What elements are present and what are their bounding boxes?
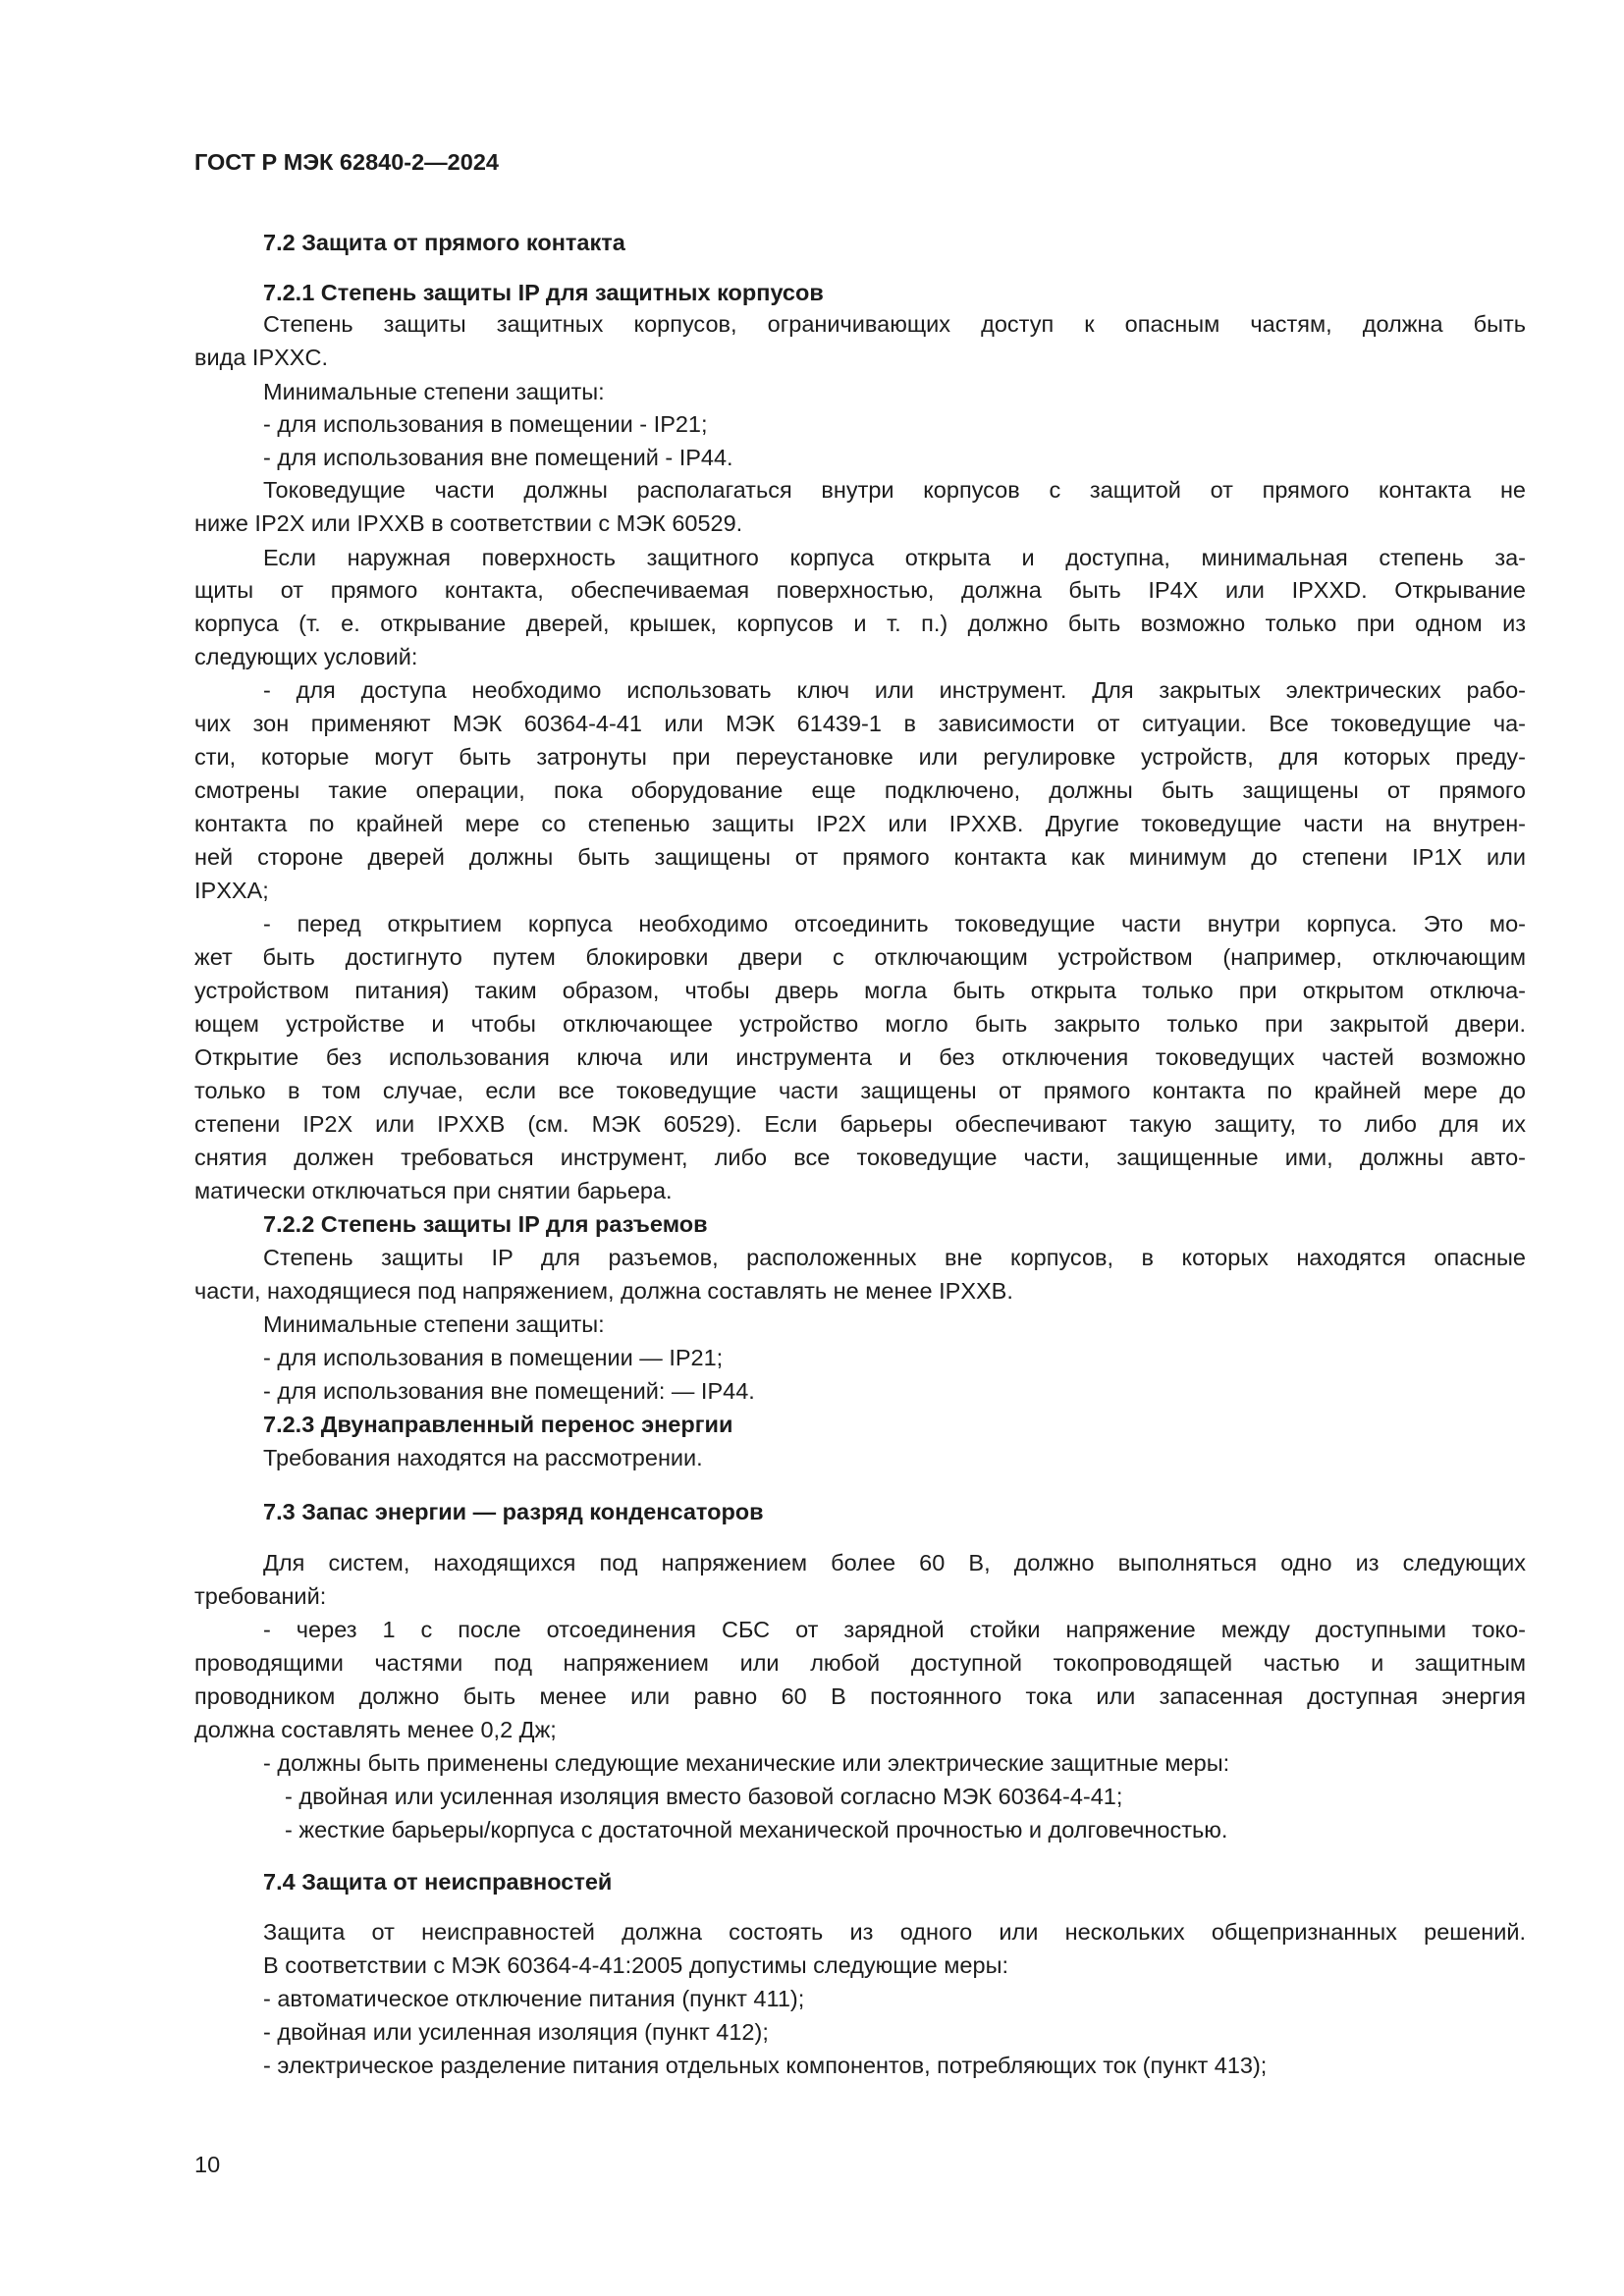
document-header: ГОСТ Р МЭК 62840-2—2024 [194,149,499,175]
section-heading: 7.4 Защита от неисправностей [263,1869,613,1895]
text-line: В соответствии с МЭК 60364-4-41:2005 допустимы следующие меры: [263,1952,1008,1978]
text-line: проводником должно быть менее или равно 60 В постоянного тока или запасенная доступная энергия [194,1683,1526,1709]
text-line: Степень защиты защитных корпусов, ограничивающих доступ к опасным частям, должна быть [263,311,1526,337]
text-line: степени IP2X или IPXXB (см. МЭК 60529). Если барьеры обеспечивают такую защиту, то либо для их [194,1111,1526,1137]
list-item: - для использования вне помещений - IP44. [263,445,733,470]
text-line: Токоведущие части должны располагаться внутри корпусов с защитой от прямого контакта не [263,477,1526,503]
list-item: - жесткие барьеры/корпуса с достаточной механической прочностью и долговечностью. [285,1817,1228,1842]
text-line: ней стороне дверей должны быть защищены от прямого контакта как минимум до степени IP1X или [194,844,1526,870]
list-item: - должны быть применены следующие механические или электрические защитные меры: [263,1750,1230,1776]
text-line: проводящими частями под напряжением или любой доступной токопроводящей частью и защитным [194,1650,1526,1676]
list-item: - перед открытием корпуса необходимо отсоединить токоведущие части внутри корпуса. Это мо- [263,911,1526,936]
subsection-heading: 7.2.1 Степень защиты IP для защитных корпусов [263,280,824,305]
text-line: чих зон применяют МЭК 60364-4-41 или МЭК 61439-1 в зависимости от ситуации. Все токоведущие ча- [194,711,1526,736]
text-line: ющем устройстве и чтобы отключающее устройство могло быть закрыто только при закрытой двери. [194,1011,1526,1037]
text-line: контакта по крайней мере со степенью защиты IP2X или IPXXB. Другие токоведущие части на внутрен- [194,811,1526,836]
text-line: корпуса (т. е. открывание дверей, крышек, корпусов и т. п.) должно быть возможно только при одном из [194,611,1526,636]
text-line: IPXXA; [194,878,269,903]
text-line: должна составлять менее 0,2 Дж; [194,1717,557,1742]
list-item: - для использования вне помещений: — IP44. [263,1378,755,1404]
list-item: - для использования в помещении — IP21; [263,1345,724,1370]
section-heading: 7.2 Защита от прямого контакта [263,230,625,255]
section-heading: 7.3 Запас энергии — разряд конденсаторов [263,1499,764,1524]
text-line: части, находящиеся под напряжением, должна составлять не менее IPXXB. [194,1278,1013,1304]
subsection-heading: 7.2.3 Двунаправленный перенос энергии [263,1412,733,1437]
text-line: Минимальные степени защиты: [263,379,605,404]
list-item: - автоматическое отключение питания (пункт 411); [263,1986,805,2011]
page-number: 10 [194,2152,221,2177]
text-line: Для систем, находящихся под напряжением более 60 В, должно выполняться одно из следующих [263,1550,1526,1575]
text-line: Открытие без использования ключа или инструмента и без отключения токоведущих частей возможно [194,1044,1526,1070]
text-line: снятия должен требоваться инструмент, либо все токоведущие части, защищенные ими, должны авто- [194,1145,1526,1170]
list-item: - электрическое разделение питания отдельных компонентов, потребляющих ток (пункт 413); [263,2053,1268,2078]
text-line: жет быть достигнуто путем блокировки двери с отключающим устройством (например, отключающим [194,944,1526,970]
text-line: ниже IP2X или IPXXB в соответствии с МЭК 60529. [194,510,743,536]
text-line: Минимальные степени защиты: [263,1311,605,1337]
text-line: Защита от неисправностей должна состоять из одного или нескольких общепризнанных решений. [263,1919,1526,1945]
text-line: следующих условий: [194,644,418,669]
list-item: - двойная или усиленная изоляция (пункт 412); [263,2019,769,2045]
text-line: матически отключаться при снятии барьера. [194,1178,673,1203]
text-line: Степень защиты IP для разъемов, расположенных вне корпусов, в которых находятся опасные [263,1245,1526,1270]
text-line: Если наружная поверхность защитного корпуса открыта и доступна, минимальная степень за- [263,545,1526,570]
list-item: - двойная или усиленная изоляция вместо базовой согласно МЭК 60364-4-41; [285,1784,1123,1809]
list-item: - для доступа необходимо использовать ключ или инструмент. Для закрытых электрических рабо- [263,677,1526,703]
text-line: требований: [194,1583,327,1609]
text-line: смотрены такие операции, пока оборудование еще подключено, должны быть защищены от прямого [194,777,1526,803]
text-line: Требования находятся на рассмотрении. [263,1445,703,1470]
list-item: - через 1 с после отсоединения СБС от зарядной стойки напряжение между доступными токо- [263,1617,1526,1642]
text-line: только в том случае, если все токоведущие части защищены от прямого контакта по крайней мере до [194,1078,1526,1103]
text-line: сти, которые могут быть затронуты при переустановке или регулировке устройств, для которых преду- [194,744,1526,770]
text-line: устройством питания) таким образом, чтобы дверь могла быть открыта только при открытом отключа- [194,978,1526,1003]
subsection-heading: 7.2.2 Степень защиты IP для разъемов [263,1211,708,1237]
list-item: - для использования в помещении - IP21; [263,411,708,437]
text-line: щиты от прямого контакта, обеспечиваемая поверхностью, должна быть IP4X или IPXXD. Открывание [194,577,1526,603]
text-line: вида IPXXC. [194,345,328,370]
